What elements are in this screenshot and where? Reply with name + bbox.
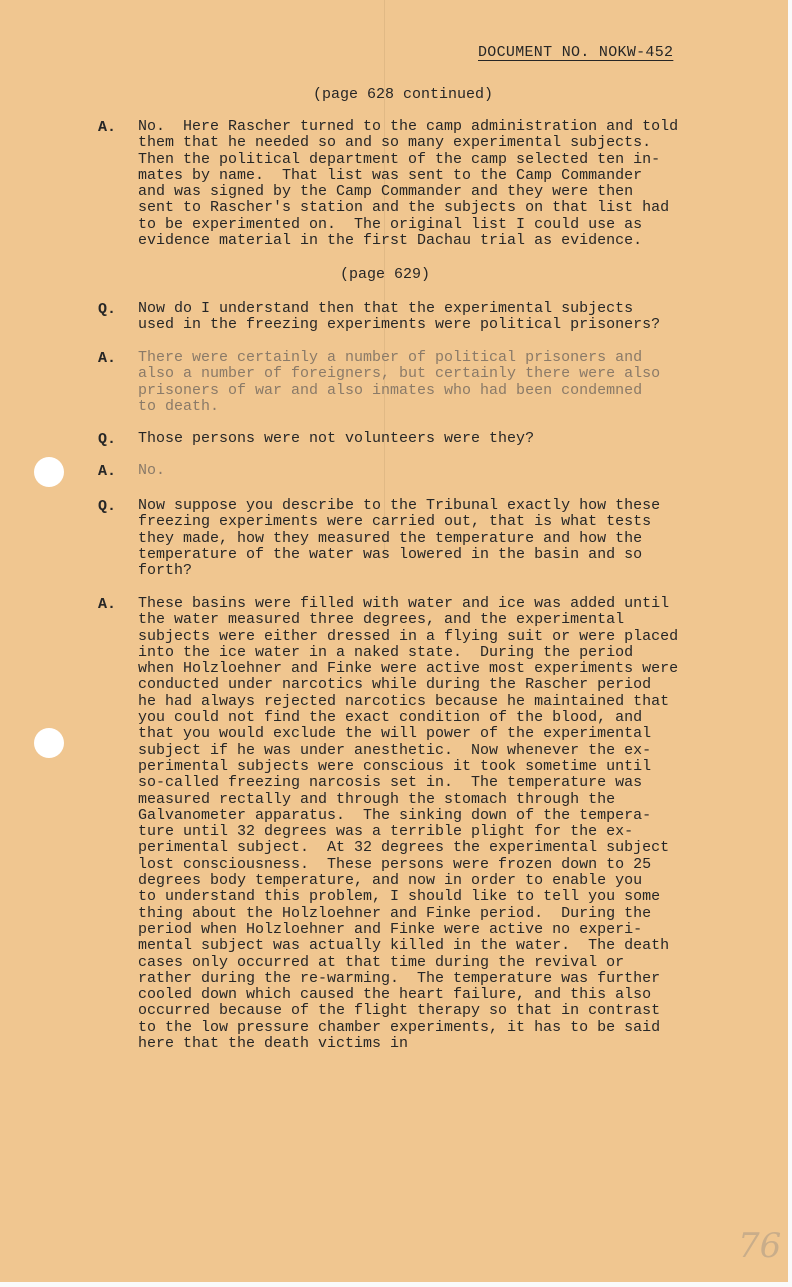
document-number: DOCUMENT NO. NOKW-452 (478, 44, 674, 61)
speaker-label: A. (98, 596, 117, 613)
question-text: Those persons were not volunteers were they? (138, 430, 535, 447)
answer-text: No. (138, 462, 166, 479)
answer-text: These basins were filled with water and ice was added until the water measured three degrees, and the experimental subjects were either dressed in a flying suit or were placed into the ice water in a naked state. During the period when Holzloehner and Finke were active most experiments were conducted under narcotics while during the Rascher period he had always rejected narcotics because he maintained that you could not find the exact condition of the blood, and that you would exclude the will power of the experimental subject if he was under anesthetic. Now whenever the ex- perimental subjects were conscious it took sometime until so-called freezing narcosis set in. The temperature was measured rectally and through the stomach through the Galvanometer apparatus. The sinking down of the tempera- ture until 32 degrees was a terrible plight for the ex- perimental subject. At 32 degrees the experimental subject lost consciousness. These persons were frozen down to 25 degrees body temperature, and now in order to enable you to understand this problem, I should like to tell you some thing about the Holzloehner and Finke period. During the period when Holzloehner and Finke were active no experi- mental subject was actually killed in the water. The death cases only occurred at that time during the revival or rather during the re-warming. The temperature was further cooled down which caused the heart failure, and this also occurred because of the flight therapy so that in contrast to the low pressure chamber experiments, it has to be said here that the death victims in (138, 595, 679, 1053)
question-text: Now suppose you describe to the Tribunal exactly how these freezing experiments were carried out, that is what tests they made, how they measured the temperature and how the temperature of the water was lowered in the basin and so forth? (138, 497, 661, 580)
speaker-label: A. (98, 119, 117, 136)
punch-hole-bottom (34, 728, 64, 758)
page-heading: (page 629) (340, 266, 431, 283)
speaker-label: Q. (98, 498, 117, 515)
question-text: Now do I understand then that the experimental subjects used in the freezing experiments were political prisoners? (138, 300, 661, 334)
answer-text: There were certainly a number of political prisoners and also a number of foreigners, but certainly there were also prisoners of war and also inmates who had been condemned to death. (138, 349, 661, 415)
punch-hole-top (34, 457, 64, 487)
speaker-label: A. (98, 463, 117, 480)
handwritten-page-number: 76 (738, 1226, 782, 1266)
continued-heading: (page 628 continued) (313, 86, 494, 103)
scan-edge-bottom (0, 1282, 792, 1287)
speaker-label: A. (98, 350, 117, 367)
speaker-label: Q. (98, 431, 117, 448)
speaker-label: Q. (98, 301, 117, 318)
answer-text: No. Here Rascher turned to the camp administration and told them that he needed so and so many experimental subjects. Then the political department of the camp selected ten in- mates by name. That list was sent to the Camp Commander and was signed by the Camp Commander and they were then sent to Rascher's station and the subjects on that list had to be experimented on. The original list I could use as evidence material in the first Dachau trial as evidence. (138, 118, 679, 250)
scan-edge-right (788, 0, 792, 1287)
